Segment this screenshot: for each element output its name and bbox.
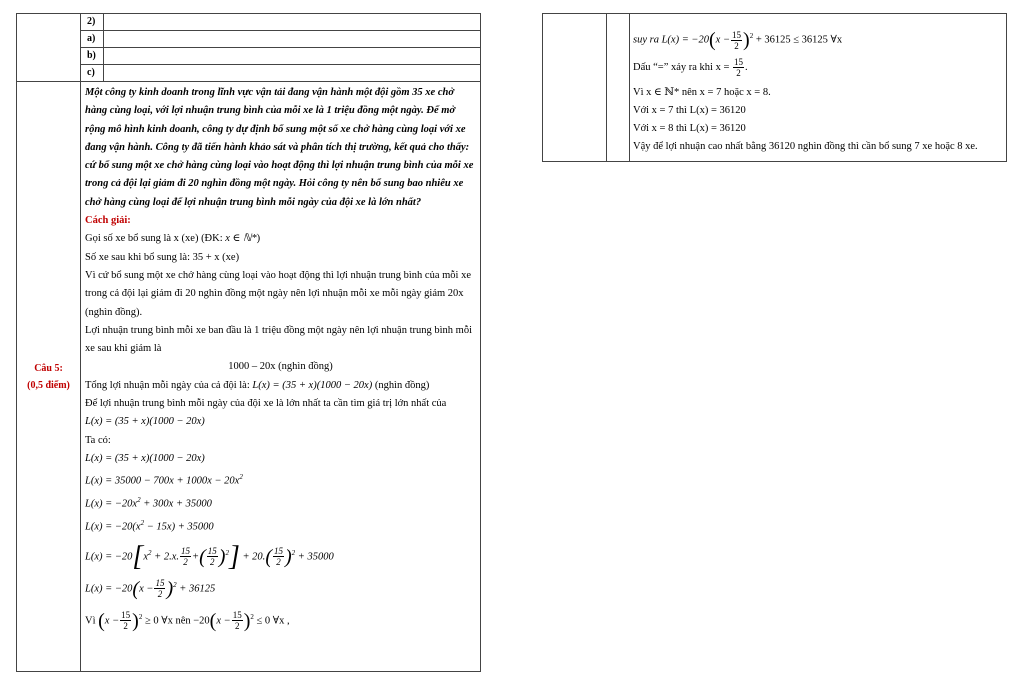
step-1: Gọi số xe bổ sung là x (xe) (ĐK: x ∈ ℕ*) — [85, 233, 261, 245]
equation-1: L(x) = (35 + x)(1000 − 20x) — [85, 452, 205, 464]
step-2: Số xe sau khi bổ sung là: 35 + x (xe) — [85, 251, 240, 263]
step-3: Vì cứ bổ sung một xe chở hàng cùng loại vào hoạt động thì lợi nhuận trung bình của mỗi xe trong cả đội lại giảm đi 20 nghìn đồng một ngày nên lợi nhuận mỗi xe mỗi ngày giảm 20x (nghìn đồng). — [85, 269, 471, 318]
row-label-b: b) — [81, 48, 104, 65]
empty-cell — [607, 14, 630, 162]
right-line-5: Với x = 8 thì L(x) = 36120 — [633, 123, 746, 134]
answer-cell — [104, 14, 481, 31]
step-5: Tổng lợi nhuận mỗi ngày của cả đội là: L(x) = (35 + x)(1000 − 20x) (nghìn đồng) — [85, 379, 430, 391]
step-6-formula: L(x) = (35 + x)(1000 − 20x) — [85, 416, 205, 428]
empty-cell — [17, 14, 81, 82]
row-label-a: a) — [81, 31, 104, 48]
question-content — [81, 82, 481, 672]
right-line-6: Vậy để lợi nhuận cao nhất bằng 36120 nghìn đồng thì cần bổ sung 7 xe hoặc 8 xe. — [633, 141, 978, 152]
right-line-2: Dấu “=” xảy ra khi x = $\frac{15}{2}$ . — [633, 57, 748, 79]
answer-cell — [104, 31, 481, 48]
right-line-3: Vì x ∈ ℕ* nên x = 7 hoặc x = 8. — [633, 87, 771, 98]
row-label-2: 2) — [81, 14, 104, 31]
solution-heading: Cách giải: — [85, 215, 131, 227]
answer-cell — [104, 65, 481, 82]
answer-cell — [104, 48, 481, 65]
ta-co: Ta có: — [85, 434, 111, 446]
continuation-content — [630, 14, 1007, 162]
right-answer-table — [542, 13, 1007, 162]
right-line-1: suy ra L(x) = −20(x − $\frac{15}{2}$ )$^2$ + 36125 ≤ 36125 ∀x — [633, 29, 843, 52]
right-line-4: Với x = 7 thì L(x) = 36120 — [633, 105, 746, 116]
equation-3: $L(x) = -20x^2 + 300x + 35000$ — [85, 496, 212, 510]
row-label-c: c) — [81, 65, 104, 82]
equation-5: $L(x) = -20[x^2 + 2.x$. $\frac{15}{2}$ +( $\frac{15}{2}$ )$^2$] + 20.( $\frac{15}{2}$ )$^2$ + 35000 — [85, 540, 334, 572]
equation-6: L(x) = −20(x − $\frac{15}{2}$ )$^2$ + 36125 — [85, 577, 216, 600]
equation-2: $L(x) = 35000 - 700x + 1000x - 20x^2$ — [85, 473, 243, 487]
step-4-formula: 1000 – 20x (nghìn đồng) — [228, 361, 333, 373]
question-number: Câu 5: — [34, 362, 63, 374]
empty-cell — [543, 14, 607, 162]
question-points: (0,5 điểm) — [27, 379, 70, 391]
problem-text: Một công ty kinh doanh trong lĩnh vực vận tải đang vận hành một đội gồm 35 xe chở hàng cùng loại, với lợi nhuận trung bình của mỗi xe là 1 triệu đồng một ngày. Để mở rộng mô hình kinh doanh, công ty dự định bổ sung một số xe chở hàng cùng loại với xe đang vận hành. Công ty đã tiến hành khảo sát và phân tích thị trường, kết quả cho thấy: cứ bổ sung một xe chở hàng cùng loại vào hoạt động thì lợi nhuận trung bình của mỗi xe trong cả đội lại giảm đi 20 nghìn đồng một ngày. Hỏi công ty nên bổ sung bao nhiêu xe chở hàng cùng loại để lợi nhuận trung bình mỗi ngày của đội xe là lớn nhất? — [85, 87, 474, 208]
equation-4: $L(x) = -20(x^2 - 15x) + 35000$ — [85, 518, 214, 533]
step-6: Để lợi nhuận trung bình mỗi ngày của đội xe là lớn nhất ta cần tìm giá trị lớn nhất của — [85, 398, 447, 410]
left-answer-table — [16, 13, 481, 672]
equation-7: Vì (x − $\frac{15}{2}$ )$^2$ ≥ 0 ∀x nên −20(x − $\frac{15}{2}$ )$^2$ ≤ 0 ∀x , — [85, 609, 290, 632]
step-4: Lợi nhuận trung bình mỗi xe ban đầu là 1 triệu đồng một ngày nên lợi nhuận trung bình mỗi xe sau khi giảm là — [85, 324, 473, 355]
question-label-cell — [17, 82, 81, 672]
